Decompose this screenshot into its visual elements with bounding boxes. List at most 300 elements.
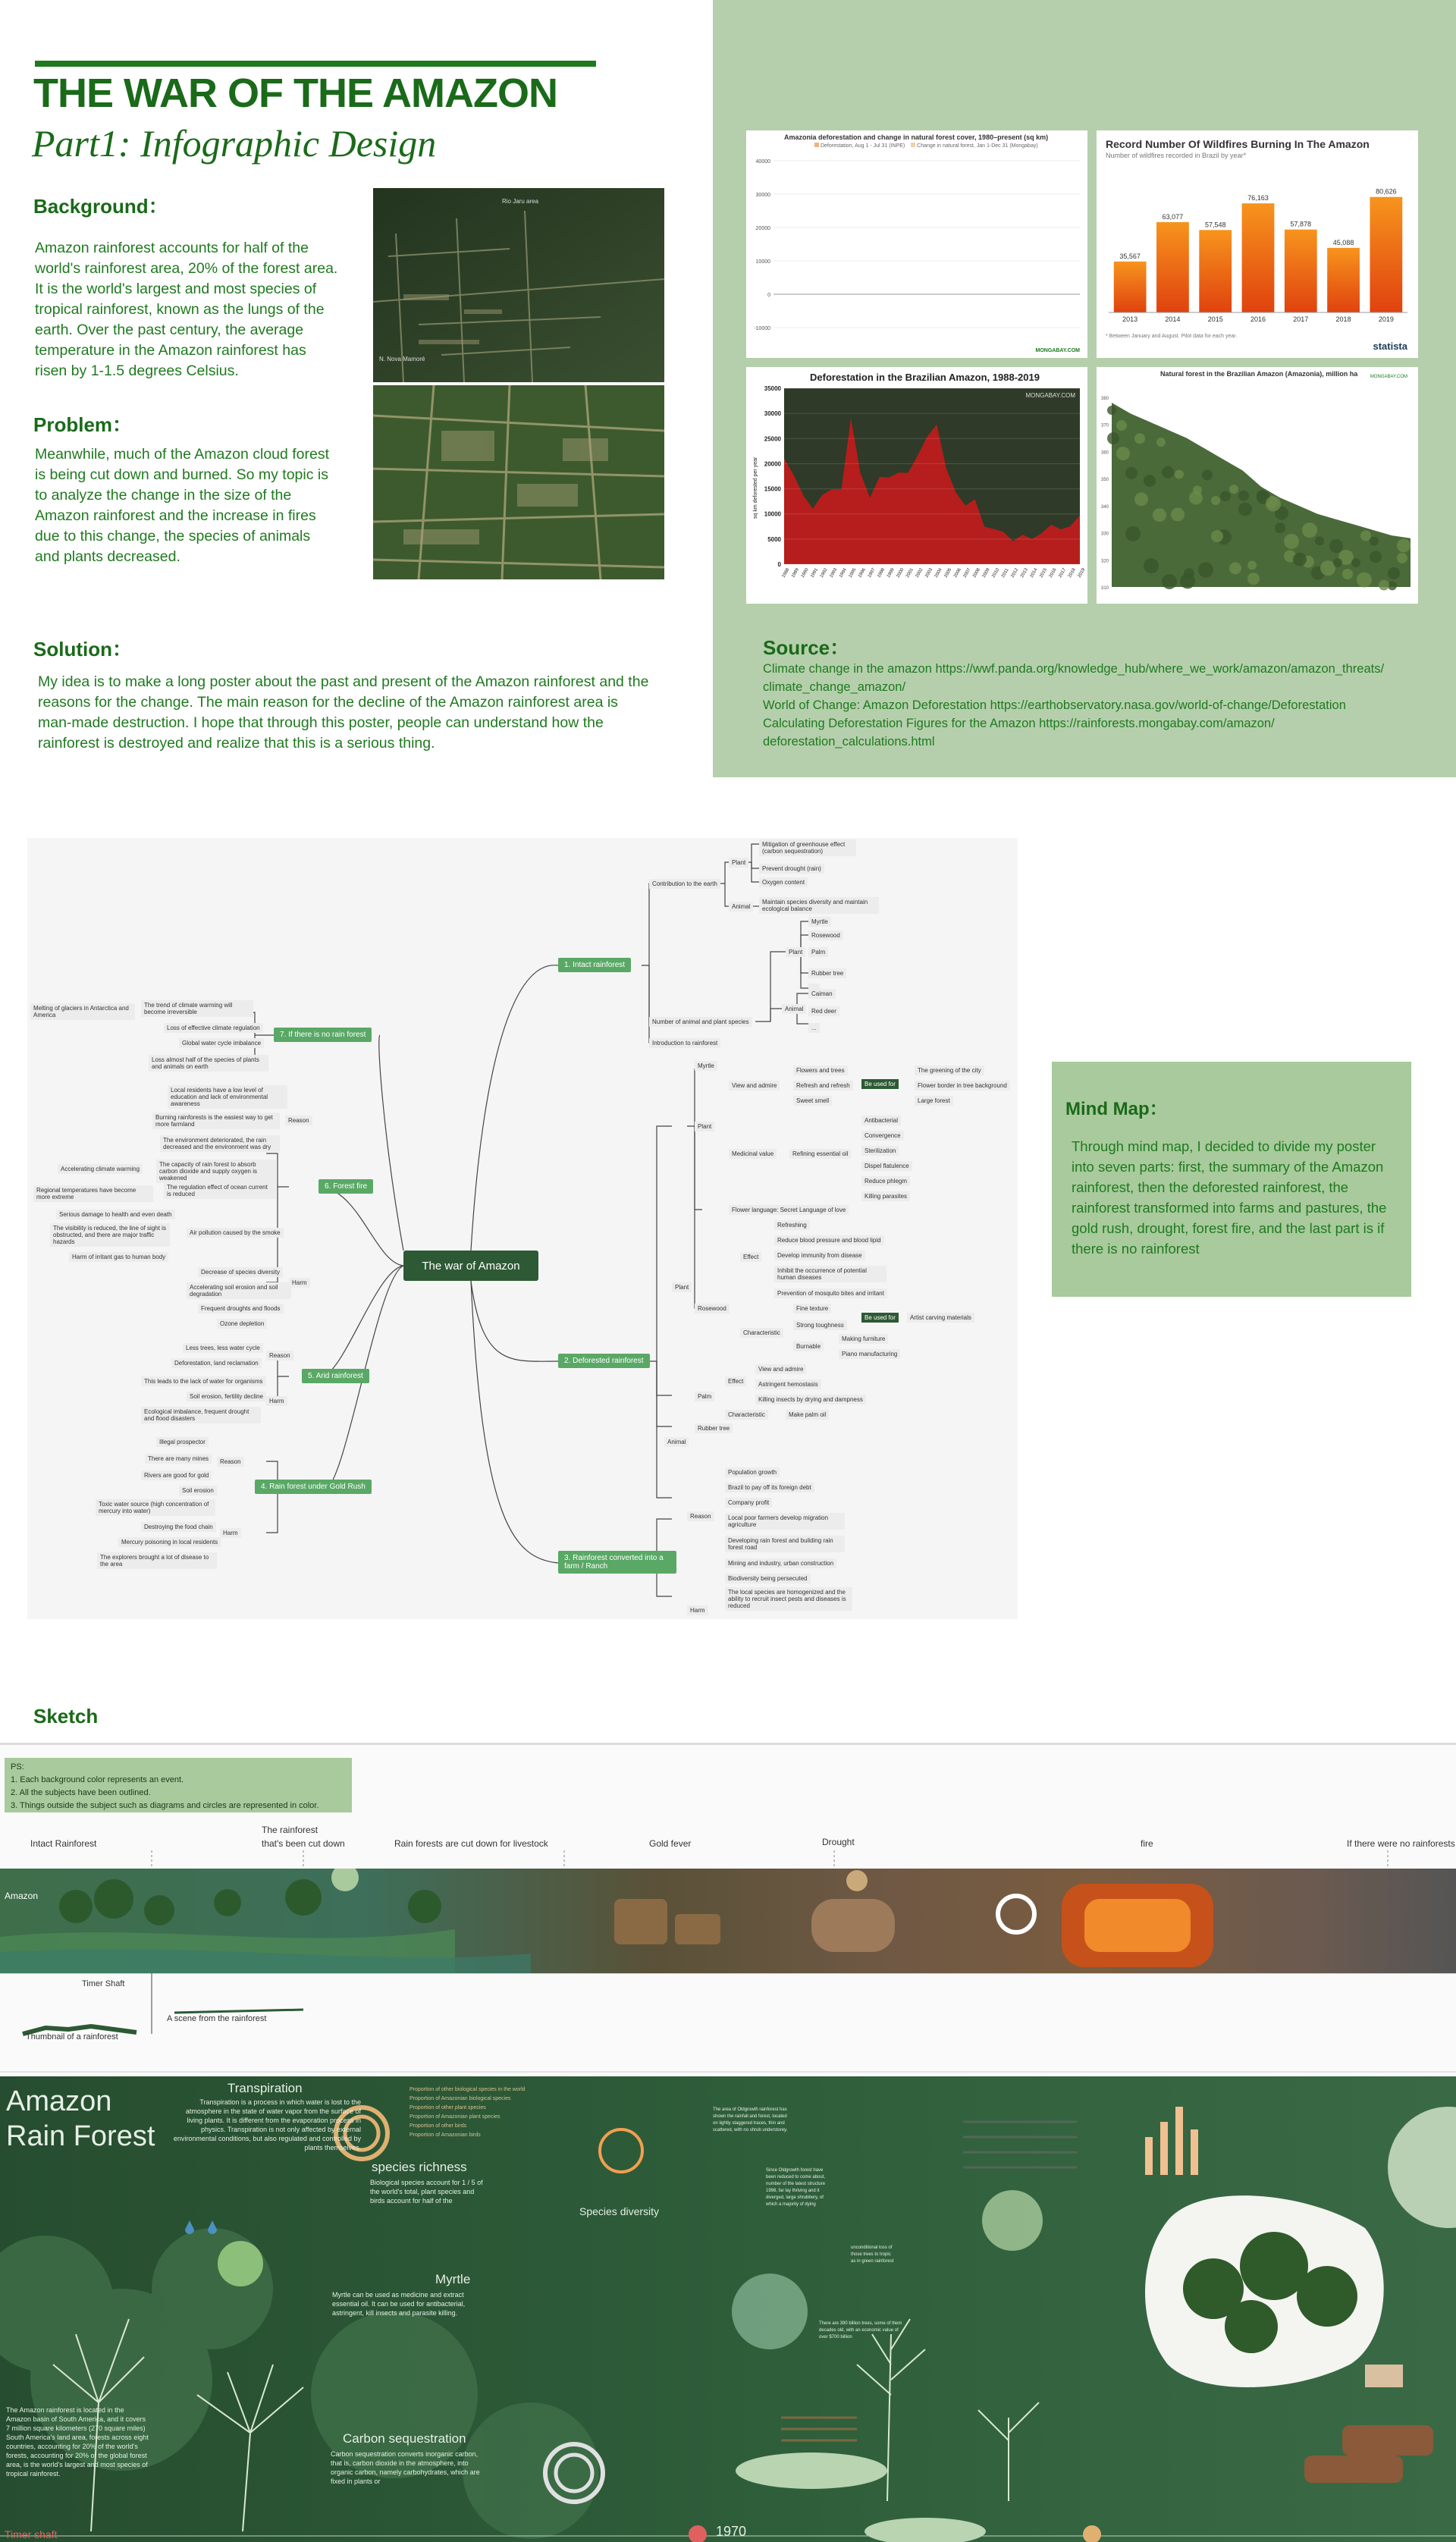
mind-map-node-deforested[interactable]: 2. Deforested rainforest <box>558 1354 650 1368</box>
y-tick-label: 320 <box>1100 559 1109 564</box>
x-tick-label: 2015 <box>1039 567 1049 579</box>
background-text: Amazon rainforest accounts for half of the world's rainforest area, 20% of the forest area. It is the world's largest and most species of tropical rainforest, known as the lungs of the earth. Over the past century, the average temperature in the Amazon rainforest has risen by 1-1.5 degrees Celsius. <box>35 240 338 379</box>
transpiration-heading: Transpiration <box>228 2081 303 2095</box>
mind-map-leaf: Global water cycle imbalance <box>179 1038 264 1048</box>
chart-subtitle: Number of wildfires recorded in Brazil by year* <box>1106 152 1247 159</box>
tree-texture <box>1116 447 1130 460</box>
y-tick-label: 20000 <box>755 226 770 231</box>
timeline-label: Drought <box>822 1837 855 1847</box>
chart-title: Amazonia deforestation and change in natural forest cover, 1980–present (sq km) <box>784 133 1049 141</box>
title-underline <box>35 61 596 67</box>
poster-title <box>6 2084 155 2154</box>
mind-map-leaf: Developing rain forest and building rain forest road <box>725 1536 845 1552</box>
timeline-label: fire <box>1141 1838 1153 1849</box>
y-tick-label: 310 <box>1100 586 1109 591</box>
chart-plot <box>746 367 1087 604</box>
mind-map-leaf: Mercury poisoning in local residents <box>118 1537 221 1547</box>
mind-map-leaf: Reason <box>266 1351 293 1360</box>
tree-texture <box>1125 467 1138 479</box>
chart-title: Record Number Of Wildfires Burning In The Amazon <box>1106 138 1370 150</box>
mind-map-leaf: Inhibit the occurrence of potential human diseases <box>774 1266 886 1282</box>
legend-label: Change in natural forest, Jan 1-Dec 31 (Mongabay) <box>917 143 1038 149</box>
mind-map-leaf: Plant <box>786 947 805 957</box>
mind-map-leaf: Myrtle <box>808 917 831 927</box>
y-tick-label: 35000 <box>764 385 781 392</box>
tree-texture <box>1342 569 1353 579</box>
mind-map-leaf: Number of animal and plant species <box>649 1017 752 1027</box>
mind-map-leaf: Sweet smell <box>793 1096 832 1106</box>
bar-value-label: 35,567 <box>1119 252 1141 260</box>
x-tick-label: 1992 <box>819 567 829 579</box>
poster-year: 1970 <box>716 2524 747 2539</box>
timeline-label: Gold fever <box>649 1838 692 1849</box>
mind-map-leaf: Palm <box>695 1392 714 1401</box>
mind-map-leaf: Burnable <box>793 1342 824 1351</box>
mind-map-leaf: ... <box>808 1023 820 1033</box>
source-heading: Source： <box>763 636 850 659</box>
mind-map-leaf: Make palm oil <box>786 1410 829 1420</box>
mind-map-leaf: Less trees, less water cycle <box>183 1343 263 1353</box>
tree-texture <box>1360 530 1371 541</box>
tree-texture <box>1229 485 1238 494</box>
tree-texture <box>1153 508 1166 522</box>
poster-timer-label: Timer shaft <box>5 2528 58 2540</box>
source-line[interactable]: deforestation_calculations.html <box>763 735 935 748</box>
mind-map-leaf: The explorers brought a lot of disease to the area <box>97 1552 217 1569</box>
tree-texture <box>1302 523 1317 538</box>
mind-map-leaf: Ecological imbalance, frequent drought and flood disasters <box>141 1407 261 1423</box>
mind-map-leaf: Refreshing <box>774 1220 810 1230</box>
mind-map-leaf: Plant <box>729 858 748 868</box>
mind-map-leaf: Reason <box>285 1116 312 1125</box>
source-list <box>763 660 1430 751</box>
mind-map-leaf: Flowers and trees <box>793 1065 848 1075</box>
mind-map-leaf: Harm <box>220 1528 241 1538</box>
poster-note: unconditional loss of those trees to tropic as in green rainforest <box>851 2245 894 2264</box>
solution-heading: Solution： <box>33 638 132 661</box>
mind-map-leaf: The trend of climate warming will become irreversible <box>141 1000 253 1017</box>
tree-texture <box>1202 469 1213 480</box>
x-tick-label: 2013 <box>1020 567 1029 579</box>
tree-texture <box>1134 492 1148 506</box>
mind-map-leaf: Convergence <box>861 1131 904 1141</box>
y-tick-label: 10000 <box>755 259 770 265</box>
species-text: Biological species account for 1 / 5 of the world's total, plant species and birds account for half of the <box>370 2179 483 2205</box>
timeline-label: Intact Rainforest <box>30 1838 97 1849</box>
mind-map-leaf: Medicinal value <box>729 1149 777 1159</box>
bar-value-label: 57,548 <box>1204 221 1226 229</box>
mind-map-leaf: Refining essential oil <box>789 1149 851 1159</box>
chart-title: Deforestation in the Brazilian Amazon, 1988-2019 <box>810 372 1040 383</box>
mind-map-node-farm[interactable]: 3. Rainforest converted into a farm / Ranch <box>558 1551 676 1574</box>
x-tick-label: 1995 <box>848 567 858 579</box>
satellite-photo-before <box>373 188 664 382</box>
y-tick-label: 0 <box>777 561 781 568</box>
mind-map-node-gold[interactable]: 4. Rain forest under Gold Rush <box>255 1480 372 1494</box>
mind-map-leaf: Rubber tree <box>808 968 846 978</box>
tree-texture <box>1247 573 1260 585</box>
x-tick-label: 2002 <box>915 567 924 579</box>
source-line[interactable]: climate_change_amazon/ <box>763 680 906 694</box>
chart-title: Natural forest in the Brazilian Amazon (Amazonia), million ha <box>1160 370 1358 378</box>
myrtle-text: Myrtle can be used as medicine and extract essential oil. It can be used for antibacterial, astringent, kill insects and parasite killing. <box>332 2291 466 2317</box>
tree-texture <box>1184 568 1194 579</box>
carbon-heading: Carbon sequestration <box>343 2431 466 2446</box>
source-line[interactable]: World of Change: Amazon Deforestation https://earthobservatory.nasa.gov/world-of-change/Deforestation <box>763 698 1346 712</box>
legend-label: Deforestation, Aug 1 - Jul 31 (INPE) <box>820 143 905 149</box>
problem-heading: Problem： <box>33 413 133 436</box>
x-tick-label: 2017 <box>1058 567 1068 579</box>
poster-title-line: Rain Forest <box>6 2120 155 2152</box>
mind-map-node-intact[interactable]: 1. Intact rainforest <box>558 958 631 972</box>
mind-map-node-norain[interactable]: 7. If there is no rain forest <box>274 1028 372 1042</box>
bar-value-label: 45,088 <box>1332 238 1354 246</box>
timeline-ticks <box>0 1850 1456 1869</box>
ps-line: 2. All the subjects have been outlined. <box>11 1788 151 1797</box>
poster-note: Since Oldgrowth forest have been reduced to come about, number of the latest structure 1998, far lay thriving and it diverged, large shrubbery, of which a majority of dying <box>766 2168 826 2207</box>
legend-item: Proportion of Amazonian plant species <box>410 2114 500 2120</box>
thumbnail-label: Thumbnail of a rainforest <box>26 2032 118 2041</box>
mind-map-leaf: Strong toughness <box>793 1320 847 1330</box>
chart-plot <box>1097 130 1418 358</box>
tree-texture <box>1220 491 1231 501</box>
mind-map-leaf: Dispel flatulence <box>861 1161 912 1171</box>
y-tick-label: 30000 <box>755 193 770 198</box>
y-tick-label: 370 <box>1100 423 1109 428</box>
problem-text: Meanwhile, much of the Amazon cloud forest is being cut down and burned. So my topic is to analyze the change in the size of the Amazon rainforest and the increase in fires due to this change, the species of animals and plants decreased. <box>35 446 330 565</box>
mind-map-tag: Be used for <box>861 1079 899 1089</box>
poster-note: There are 390 billion trees, some of them decades old, with an economic value of over $700 billion <box>819 2321 902 2340</box>
mind-map-leaf: The regulation effect of ocean current is reduced <box>164 1182 276 1199</box>
x-tick-label: 2015 <box>1207 315 1223 323</box>
mind-map-leaf: The local species are homogenized and the ability to recruit insect pests and diseases is reduced <box>725 1587 852 1611</box>
mind-map-leaf: Harm <box>687 1605 708 1615</box>
mind-map-leaf: Loss of effective climate regulation <box>164 1023 263 1033</box>
tree-texture <box>1107 406 1116 415</box>
chart-deforestation-bar <box>746 130 1087 358</box>
bar <box>1285 230 1317 312</box>
bar-value-label: 57,878 <box>1290 220 1312 228</box>
y-tick-label: 340 <box>1100 504 1109 510</box>
mind-map-leaf: Red deer <box>808 1006 839 1016</box>
x-tick-label: 2014 <box>1165 315 1181 323</box>
x-tick-label: 1993 <box>829 567 839 579</box>
bar <box>1114 262 1147 312</box>
tree-texture <box>1397 538 1410 552</box>
bar <box>1242 203 1275 312</box>
chart-brand: MONGABAY.COM <box>1035 348 1080 353</box>
species-legend <box>410 2085 526 2140</box>
mind-map-center: The war of Amazon <box>403 1251 538 1281</box>
legend-item: Proportion of other birds <box>410 2123 467 2129</box>
legend-item: Proportion of other biological species in the world <box>410 2087 526 2092</box>
mind-map-tag: Be used for <box>861 1313 899 1323</box>
bar-value-label: 80,626 <box>1376 187 1397 196</box>
chart-wildfires-bar <box>1097 130 1418 358</box>
mind-map-leaf: The greening of the city <box>915 1065 984 1075</box>
x-tick-label: 2012 <box>1010 567 1020 579</box>
sketch-timeline-strip <box>0 1869 1456 1973</box>
x-tick-label: 2011 <box>1000 567 1010 579</box>
chart-deforestation-area <box>746 367 1087 604</box>
mind-map-leaf: The environment deteriorated, the rain decreased and the environment was dry <box>160 1135 280 1152</box>
mind-map-leaf: Characteristic <box>725 1410 768 1420</box>
bar <box>1156 222 1189 312</box>
x-tick-label: 2003 <box>924 567 934 579</box>
mind-map-node-arid[interactable]: 5. Arid rainforest <box>302 1369 369 1383</box>
mind-map-leaf: Reduce phlegm <box>861 1176 910 1186</box>
x-tick-label: 2019 <box>1077 567 1087 579</box>
timer-shaft-label: Timer Shaft <box>82 1979 125 1988</box>
mind-map <box>27 838 1018 1619</box>
tree-texture <box>1229 562 1241 574</box>
x-tick-label: 2006 <box>953 567 962 579</box>
poster-title-line: Amazon <box>6 2085 112 2117</box>
tree-texture <box>1315 536 1324 545</box>
mind-map-box-text: Through mind map, I decided to divide my poster into seven parts: first, the summary of the Amazon rainforest, then the deforested rainforest, the rainforest transformed into farms and pastures, the gold rush, drought, forest fire, and the last part is if there is no rainforest <box>1072 1138 1387 1257</box>
timeline-label: The rainforest that's been cut down <box>262 1825 345 1849</box>
mind-map-leaf: Animal <box>729 902 753 912</box>
tree-texture <box>1351 558 1360 567</box>
mind-map-leaf: Company profit <box>725 1498 772 1508</box>
x-tick-label: 1990 <box>800 567 810 579</box>
mind-map-leaf: Local residents have a low level of education and lack of environmental awareness <box>168 1085 287 1109</box>
legend-item: Proportion of Amazonian birds <box>410 2132 481 2138</box>
mind-map-leaf: Making furniture <box>839 1334 888 1344</box>
x-tick-label: 2009 <box>981 567 991 579</box>
chart-watermark: MONGABAY.COM <box>1370 375 1407 379</box>
mind-map-leaf: This leads to the lack of water for organisms <box>141 1376 266 1386</box>
solution-text: My idea is to make a long poster about the past and present of the Amazon rainforest and the reasons for the change. The main reason for the decline of the Amazon rainforest area is man-made destruction. I hope that through this poster, people can understand how the rainforest is destroyed and realize that this is a serious thing. <box>38 673 649 752</box>
page-title: THE WAR OF THE AMAZON <box>33 71 557 116</box>
mind-map-leaf: Rubber tree <box>695 1423 733 1433</box>
tree-texture <box>1162 466 1174 479</box>
x-tick-label: 1997 <box>867 567 877 579</box>
tree-texture <box>1357 572 1372 587</box>
tree-texture <box>1247 560 1257 570</box>
mind-map-leaf: Rivers are good for gold <box>141 1470 212 1480</box>
bar <box>1199 230 1232 312</box>
mind-map-leaf: Antibacterial <box>861 1116 901 1125</box>
sketch-timer-area <box>0 1973 1456 2076</box>
tree-texture <box>1175 469 1184 479</box>
y-tick-label: 360 <box>1100 450 1109 456</box>
sketch-notes <box>5 1758 352 1812</box>
sketch-heading: Sketch <box>33 1705 99 1728</box>
y-tick-label: 330 <box>1100 532 1109 537</box>
x-tick-label: 2001 <box>905 567 915 579</box>
mind-map-leaf: Killing insects by drying and dampness <box>755 1395 866 1404</box>
background-heading: Background： <box>33 195 168 218</box>
mind-map-leaf: Effect <box>725 1376 746 1386</box>
bar-value-label: 76,163 <box>1247 194 1269 202</box>
legend-item: Proportion of other plant species <box>410 2105 486 2110</box>
mind-map-leaf: Reason <box>217 1457 244 1467</box>
mind-map-leaf: Harm <box>266 1396 287 1406</box>
mind-map-leaf: Fine texture <box>793 1304 831 1313</box>
chart-footnote: * Between January and August. Pilot data for each year. <box>1106 334 1238 339</box>
mind-map-leaf: Soil erosion <box>179 1486 217 1495</box>
y-tick-label: 10000 <box>764 510 781 518</box>
tree-texture <box>1275 523 1285 533</box>
x-tick-label: 2018 <box>1335 315 1351 323</box>
x-tick-label: 2016 <box>1250 315 1266 323</box>
y-tick-label: 25000 <box>764 435 781 443</box>
mind-map-leaf: Harm of irritant gas to human body <box>69 1252 168 1262</box>
tree-texture <box>1211 530 1223 542</box>
mind-map-leaf: Mitigation of greenhouse effect (carbon sequestration) <box>759 839 856 856</box>
species-diversity-label: Species diversity <box>579 2205 660 2217</box>
mind-map-leaf: Regional temperatures have become more extreme <box>33 1185 153 1202</box>
tree-texture <box>1388 567 1400 579</box>
mind-map-leaf: Serious damage to health and even death <box>56 1210 175 1219</box>
x-tick-label: 2013 <box>1122 315 1138 323</box>
mind-map-leaf: Refresh and refresh <box>793 1081 853 1091</box>
mind-map-leaf: Rosewood <box>808 930 843 940</box>
mind-map-leaf: Effect <box>740 1252 761 1262</box>
tree-texture <box>1320 560 1335 576</box>
scene-label: A scene from the rainforest <box>167 2014 267 2023</box>
mind-map-leaf: Killing parasites <box>861 1191 910 1201</box>
poster-note: The area of Oldgrowth rainforest has shown the rainfall and forest, located on lightly staggered traces, thin and scattered, with no shrub understorey. <box>713 2107 788 2132</box>
mind-map-leaf: Large forest <box>915 1096 953 1106</box>
transpiration-text: Transpiration is a process in which water is lost to the atmosphere in the state of water vapor from the surface of living plants. It is different from the evaporation process in physics. Transpiration is not only affected by external environmental conditions, but also regulated and controlled by plants themselves. <box>173 2098 361 2151</box>
myrtle-heading: Myrtle <box>435 2272 471 2286</box>
mind-map-leaf: Palm <box>808 947 828 957</box>
y-tick-label: 0 <box>767 293 770 298</box>
tree-texture <box>1284 534 1299 549</box>
tree-texture <box>1107 432 1119 444</box>
legend-item: Proportion of Amazonian biological species <box>410 2096 511 2101</box>
tree-texture <box>1238 491 1249 501</box>
photo-label: Rio Jaru area <box>502 198 539 205</box>
strip-label: Amazon <box>5 1891 39 1901</box>
tree-texture <box>1193 485 1202 494</box>
mind-map-leaf: Prevention of mosquito bites and irritant <box>774 1288 887 1298</box>
y-tick-label: 40000 <box>755 159 770 165</box>
ps-line: 1. Each background color represents an event. <box>11 1775 184 1784</box>
mind-map-leaf: View and admire <box>755 1364 806 1374</box>
y-tick-label: 15000 <box>764 485 781 493</box>
mind-map-leaf: Harm <box>289 1278 310 1288</box>
mind-map-leaf: Contribution to the earth <box>649 879 720 889</box>
x-tick-label: 2005 <box>943 567 953 579</box>
timeline-label: If there were no rainforests <box>1347 1838 1455 1849</box>
x-tick-label: 1999 <box>886 567 896 579</box>
mind-map-leaf: Brazil to pay off its foreign debt <box>725 1483 814 1492</box>
x-tick-label: 2007 <box>962 567 972 579</box>
ps-line: 3. Things outside the subject such as diagrams and circles are represented in color. <box>11 1801 319 1810</box>
y-tick-label: 20000 <box>764 460 781 468</box>
carbon-text: Carbon sequestration converts inorganic carbon, that is, carbon dioxide in the atmosphere, into organic carbon, namely carbohydrates, which are fixed in plants or <box>331 2450 480 2485</box>
mind-map-leaf: Air pollution caused by the smoke <box>187 1228 284 1238</box>
mind-map-leaf: Illegal prospector <box>156 1437 209 1447</box>
species-heading: species richness <box>372 2160 467 2174</box>
chart-plot <box>746 130 1087 358</box>
mind-map-leaf: Characteristic <box>740 1328 783 1338</box>
mind-map-leaf: Sterilization <box>861 1146 899 1156</box>
mind-map-leaf: The capacity of rain forest to absorb carbon dioxide and supply oxygen is weakened <box>156 1160 276 1183</box>
tree-texture <box>1198 563 1213 578</box>
mind-map-leaf: Frequent droughts and floods <box>198 1304 284 1313</box>
tree-texture <box>1144 475 1156 487</box>
x-tick-label: 2019 <box>1378 315 1394 323</box>
tree-texture <box>1134 433 1145 444</box>
mind-map-leaf: Astringent hemostasis <box>755 1379 821 1389</box>
source-line[interactable]: Climate change in the amazon https://wwf.panda.org/knowledge_hub/where_we_work/amazon/amazon_threats/ <box>763 662 1385 676</box>
tree-texture <box>1238 502 1252 516</box>
tree-texture <box>1156 438 1166 447</box>
chart-plot <box>1097 367 1418 604</box>
mind-map-leaf: Accelerating soil erosion and soil degradation <box>187 1282 291 1299</box>
tree-texture <box>1333 558 1342 567</box>
x-tick-label: 1988 <box>781 567 791 579</box>
y-tick-label: 380 <box>1100 396 1109 401</box>
mind-map-node-fire[interactable]: 6. Forest fire <box>318 1179 373 1194</box>
mind-map-leaf: Mining and industry, urban construction <box>725 1558 836 1568</box>
mind-map-leaf: Accelerating climate warming <box>58 1164 143 1174</box>
source-line[interactable]: Calculating Deforestation Figures for the Amazon https://rainforests.mongabay.com/amazon/ <box>763 717 1275 730</box>
mind-map-leaf: Flower language: Secret Language of love <box>729 1205 849 1215</box>
mind-map-leaf: Caiman <box>808 989 836 999</box>
tree-texture <box>1379 580 1389 591</box>
mind-map-leaf: Local poor farmers develop migration agriculture <box>725 1513 845 1530</box>
mind-map-leaf: Destroying the food chain <box>141 1522 216 1532</box>
mind-map-leaf: Animal <box>782 1004 806 1014</box>
mind-map-heading: Mind Map： <box>1065 1099 1168 1119</box>
mind-map-leaf: Loss almost half of the species of plants and animals on earth <box>149 1055 268 1072</box>
x-tick-label: 1989 <box>791 567 801 579</box>
tree-texture <box>1266 496 1281 511</box>
chart-watermark: MONGABAY.COM <box>1025 392 1075 399</box>
mind-map-leaf: Reduce blood pressure and blood lipid <box>774 1235 884 1245</box>
mind-map-leaf: Deforestation, land reclamation <box>171 1358 262 1368</box>
mind-map-leaf: There are many mines <box>145 1454 212 1464</box>
mind-map-leaf: Introduction to rainforest <box>649 1038 720 1048</box>
y-tick-label: 350 <box>1100 478 1109 483</box>
tree-texture <box>1144 558 1159 573</box>
tree-texture <box>1329 539 1343 553</box>
x-tick-label: 2008 <box>972 567 982 579</box>
mind-map-leaf: Soil erosion, fertility decline <box>187 1392 266 1401</box>
y-tick-label: 5000 <box>767 535 781 543</box>
mind-map-leaf: Biodiversity being persecuted <box>725 1574 811 1583</box>
poster-preview <box>0 2076 1456 2542</box>
bar-value-label: 63,077 <box>1162 212 1184 221</box>
tree-texture <box>1162 574 1177 589</box>
page-subtitle: Part1: Infographic Design <box>32 122 437 165</box>
mind-map-leaf: Population growth <box>725 1467 780 1477</box>
mind-map-description <box>1052 1062 1411 1297</box>
tree-texture <box>1211 496 1220 505</box>
mind-map-leaf: Maintain species diversity and maintain ecological balance <box>759 897 879 914</box>
x-tick-label: 2014 <box>1029 567 1039 579</box>
mind-map-leaf: The visibility is reduced, the line of sight is obstructed, and there are major traffic hazards <box>50 1223 170 1247</box>
mind-map-leaf: Prevent drought (rain) <box>759 864 824 874</box>
timeline-label: Rain forests are cut down for livestock <box>394 1838 548 1849</box>
mind-map-leaf: Decrease of species diversity <box>198 1267 283 1277</box>
tree-texture <box>1116 420 1127 431</box>
mind-map-leaf: Reason <box>687 1511 714 1521</box>
x-tick-label: 1996 <box>858 567 868 579</box>
ps-line: PS: <box>11 1762 24 1772</box>
mind-map-leaf: Piano manufacturing <box>839 1349 900 1359</box>
y-axis-label: sq km deforested per year <box>753 457 758 519</box>
mind-map-leaf: View and admire <box>729 1081 780 1091</box>
mind-map-leaf: Burning rainforests is the easiest way to get more farmland <box>152 1113 280 1129</box>
mind-map-leaf: Plant <box>672 1282 692 1292</box>
chart-natural-forest <box>1097 367 1418 604</box>
